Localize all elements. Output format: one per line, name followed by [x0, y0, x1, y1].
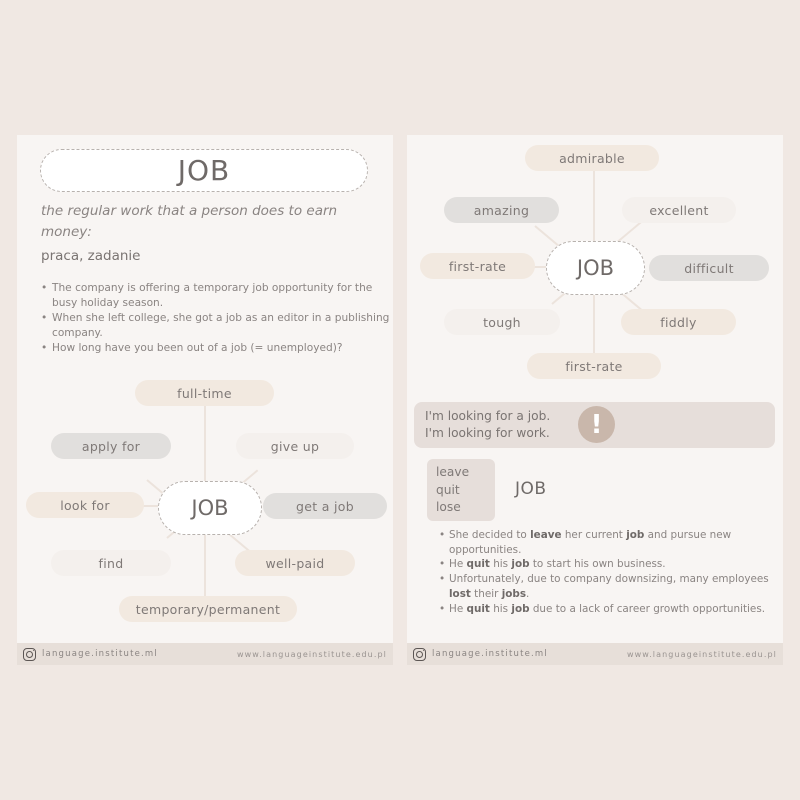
footer [407, 643, 783, 665]
collocation-temporary-permanent: temporary/permanent [119, 596, 297, 622]
card-job-definition [17, 135, 393, 665]
example-list [41, 281, 391, 356]
adjective-first-rate: first-rate [420, 253, 535, 279]
adjective-admirable: admirable [525, 145, 659, 171]
instagram-link[interactable] [23, 648, 158, 661]
instagram-icon [23, 648, 36, 661]
adjective-tough: tough [444, 309, 560, 335]
example-item: • When she left college, she got a job as an editor in a publishing company. [41, 311, 391, 341]
usage-note [414, 402, 775, 448]
translation-text: praca, zadanie [41, 248, 141, 264]
collocation-apply-for: apply for [51, 433, 171, 459]
adjective-fiddly: fiddly [621, 309, 736, 335]
verb-quit: quit [436, 482, 460, 497]
collocation-give-up: give up [236, 433, 354, 459]
collocation-find: find [51, 550, 171, 576]
mindmap-center-job: JOB [158, 481, 262, 535]
example-item: • He quit his job to start his own business. [439, 557, 779, 572]
verb-example-list [439, 528, 779, 616]
verb-noun-job: JOB [515, 479, 547, 499]
collocation-well-paid: well-paid [235, 550, 355, 576]
adjective-first-rate-2: first-rate [527, 353, 661, 379]
mindmap-center-job: JOB [546, 241, 645, 295]
usage-note-line-2: I'm looking for work. [425, 426, 550, 440]
footer [17, 643, 393, 665]
collocation-look-for: look for [26, 492, 144, 518]
adjective-amazing: amazing [444, 197, 559, 223]
website-link[interactable]: www.languageinstitute.edu.pl [626, 649, 777, 659]
usage-note-text [425, 408, 550, 442]
adjective-difficult: difficult [649, 255, 769, 281]
example-item: • The company is offering a temporary job opportunity for the busy holiday season. [41, 281, 391, 311]
example-item: • Unfortunately, due to company downsizing, many employees lost their jobs. [439, 572, 779, 601]
instagram-link[interactable] [413, 648, 548, 661]
verb-lose: lose [436, 500, 461, 514]
example-item: • How long have you been out of a job (= unemployed)? [41, 341, 391, 356]
verb-list [427, 459, 495, 521]
page-title: JOB [40, 149, 368, 192]
adjective-excellent: excellent [622, 197, 736, 223]
instagram-icon [413, 648, 426, 661]
exclamation-icon: ! [578, 406, 615, 443]
collocation-get-a-job: get a job [263, 493, 387, 519]
definition-text: the regular work that a person does to earn money: [41, 203, 338, 240]
instagram-handle: language.institute.ml [432, 649, 548, 659]
instagram-handle: language.institute.ml [42, 649, 158, 659]
collocation-full-time: full-time [135, 380, 274, 406]
example-item: • He quit his job due to a lack of career growth opportunities. [439, 602, 779, 617]
card-job-adjectives [407, 135, 783, 665]
verb-leave: leave [436, 465, 470, 479]
usage-note-line-1: I'm looking for a job. [425, 409, 551, 423]
example-item: • She decided to leave her current job and pursue new opportunities. [439, 528, 779, 557]
website-link[interactable]: www.languageinstitute.edu.pl [236, 649, 387, 659]
